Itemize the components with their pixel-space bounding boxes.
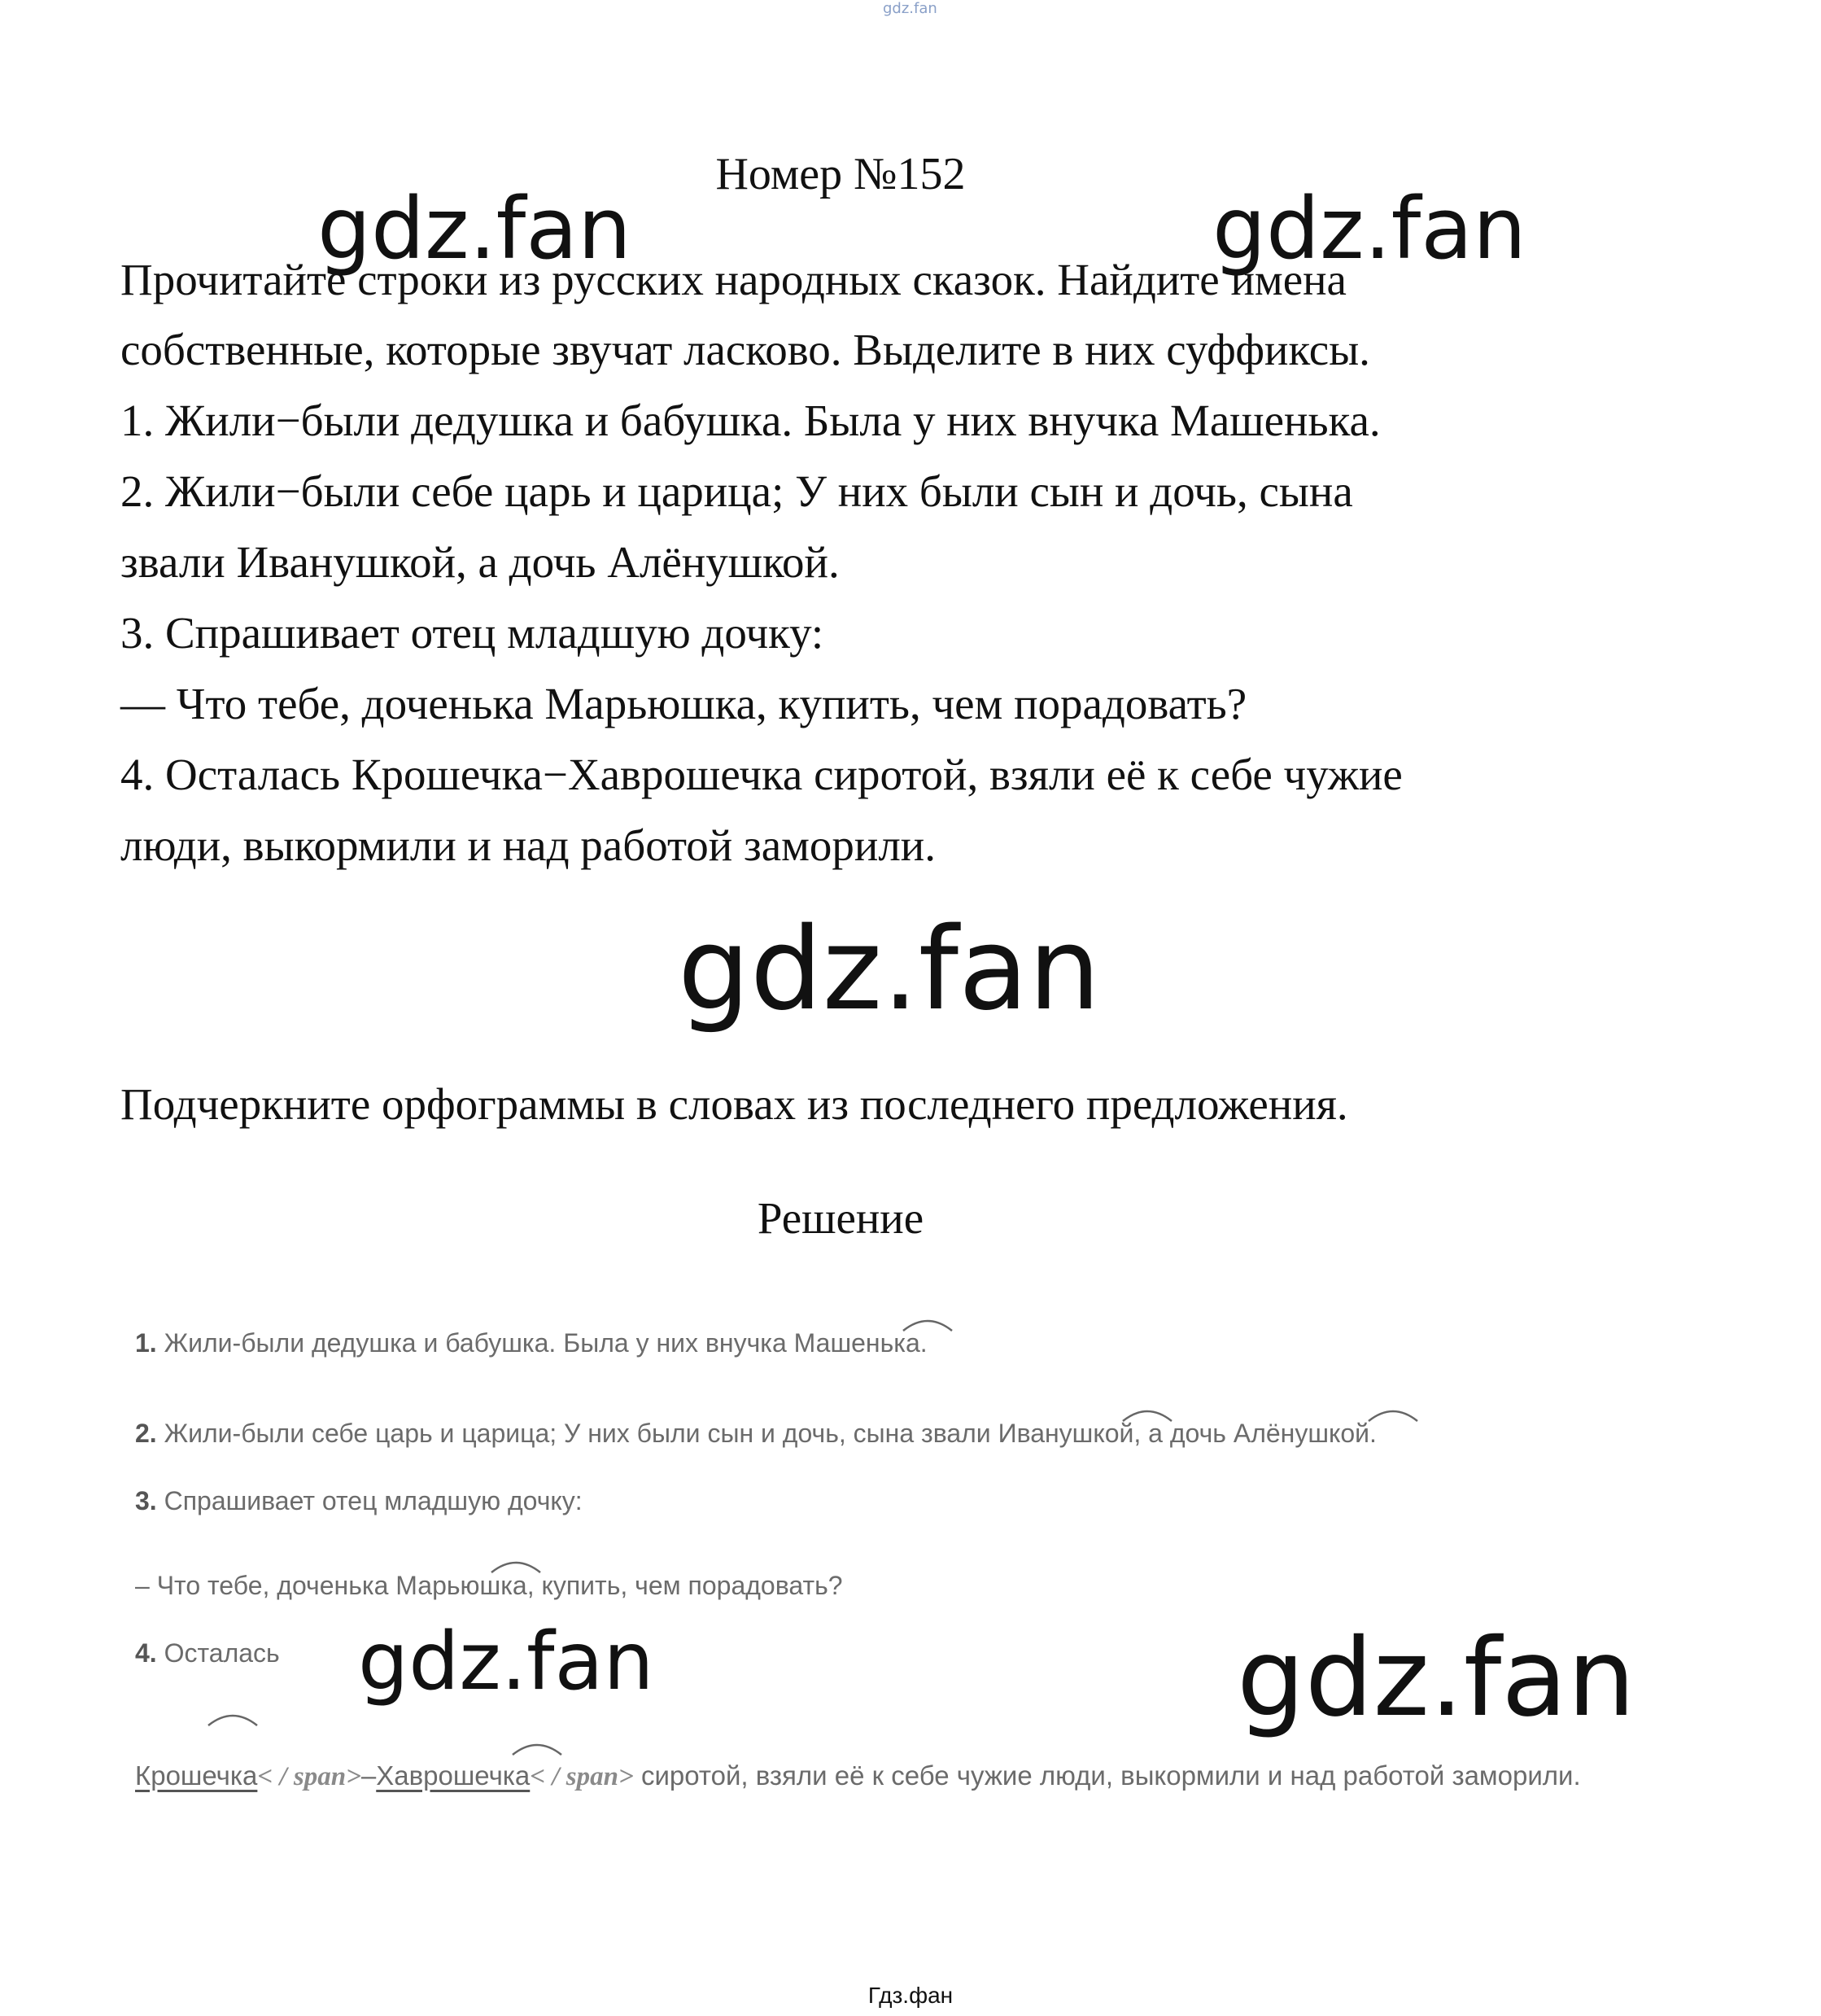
suffix-arc-icon [490,1556,542,1574]
solution-heading: Решение [757,1193,924,1243]
item-number: 1. [135,1328,157,1358]
suffix-arc-icon [902,1314,954,1332]
solution-line-6: Крошечка< / span>–Хаврошечка< / span> сиротой, взяли её к себе чужие люди, выкормили и над работой заморили. [135,1760,1581,1791]
watermark: gdz.fan [1212,179,1526,278]
solution-text: сиротой, взяли её к себе чужие люди, выкормили и над работой заморили. [633,1760,1581,1791]
item-number: 3. [135,1486,157,1515]
task-line: звали Иванушкой, а дочь Алёнушкой. [120,537,840,587]
task-line: — Что тебе, доченька Марьюшка, купить, чем порадовать? [120,679,1247,728]
watermark: gdz.fan [678,903,1101,1036]
footer-text: Гдз.фан [867,1983,954,2008]
solution-text: Жили-были дедушка и бабушка. Была у них внучка Машенька. [156,1328,928,1358]
suffix-arc-icon [511,1738,563,1756]
solution-word: Крошечка [135,1760,258,1791]
solution-text: Спрашивает отец младшую дочку: [156,1486,583,1515]
solution-line-3 [135,1486,583,1516]
watermark: gdz.fan [1237,1616,1635,1741]
task-line: 2. Жили−были себе царь и царица; У них были сын и дочь, сына [120,466,1353,516]
task-line: 1. Жили−были дедушка и бабушка. Была у них внучка Машенька. [120,396,1381,445]
solution-word: Хаврошечка [376,1760,531,1791]
solution-line-1 [135,1328,928,1358]
code-tag-fragment: < / span> [530,1762,634,1791]
top-watermark: gdz.fan [883,0,937,17]
task-line: люди, выкормили и над работой заморили. [120,820,936,870]
item-number: 4. [135,1638,157,1668]
solution-text: – Что тебе, доченька Марьюшка, купить, чем порадовать? [135,1571,843,1600]
solution-line-4 [135,1571,843,1601]
item-number: 2. [135,1419,157,1448]
solution-line-2 [135,1419,1377,1449]
solution-text: Осталась [156,1638,280,1668]
suffix-arc-icon [1121,1405,1173,1423]
solution-text: Жили-были себе царь и царица; У них были сын и дочь, сына звали Иванушкой, а дочь Алёнушкой. [156,1419,1377,1448]
task-extra: Подчеркните орфограммы в словах из последнего предложения. [120,1079,1348,1129]
code-tag-fragment: < / span> [257,1762,361,1791]
task-line: 3. Спрашивает отец младшую дочку: [120,608,824,658]
watermark: gdz.fan [358,1616,654,1708]
task-line: собственные, которые звучат ласково. Выделите в них суффиксы. [120,325,1370,374]
watermark: gdz.fan [317,179,631,278]
suffix-arc-icon [1367,1405,1419,1423]
page-title: Номер №152 [715,149,966,199]
suffix-arc-icon [207,1709,259,1727]
task-line: 4. Осталась Крошечка−Хаврошечка сиротой, взяли её к себе чужие [120,750,1403,799]
solution-line-5 [135,1638,280,1668]
task-line: Прочитайте строки из русских народных сказок. Найдите имена [120,255,1347,304]
